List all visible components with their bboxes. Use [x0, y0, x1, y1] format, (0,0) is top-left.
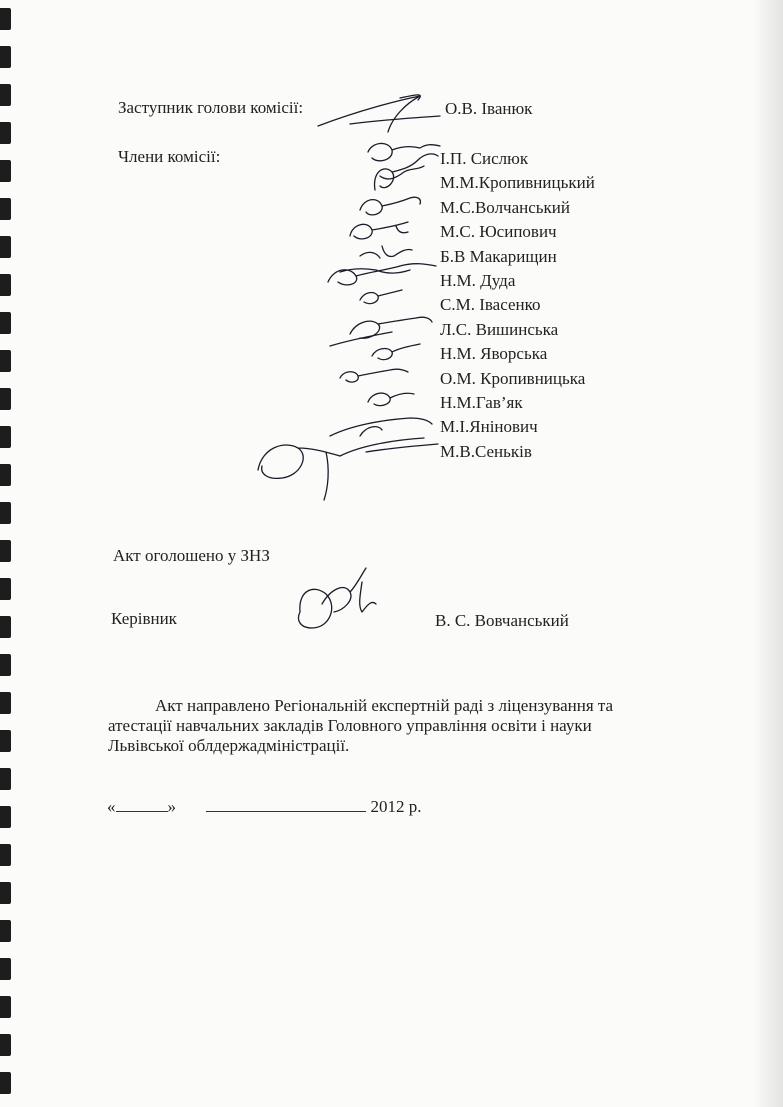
- date-line: [107, 797, 422, 817]
- member-name: М.І.Янінович: [440, 417, 538, 437]
- head-signature: [299, 568, 377, 628]
- page-edge-shadow: [753, 0, 783, 1107]
- date-open-quote: «: [107, 797, 116, 816]
- day-blank: [116, 797, 168, 812]
- paragraph-line: Акт направлено Регіональній експертній раді з ліцензування та: [155, 696, 614, 715]
- members-list: [440, 147, 595, 464]
- member-name: М.С. Юсипович: [440, 222, 557, 242]
- paragraph-line: Львівської облдержадміністрації.: [108, 736, 350, 755]
- deputy-name: О.В. Іванюк: [445, 99, 533, 118]
- members-label: Члени комісії:: [118, 147, 221, 166]
- date-close-quote: »: [167, 797, 176, 816]
- member-name: М.В.Сеньків: [440, 441, 532, 461]
- deputy-label: Заступник голови комісії:: [118, 98, 304, 117]
- member-name: М.М.Кропивницький: [440, 173, 595, 193]
- member-name: Н.М. Яворська: [440, 344, 548, 364]
- act-sent-paragraph: [108, 696, 698, 756]
- member-name: Л.С. Вишинська: [440, 319, 559, 339]
- paragraph-line: атестації навчальних закладів Головного управління освіти і науки: [108, 716, 592, 735]
- member-name: Н.М. Дуда: [440, 270, 516, 290]
- head-label: Керівник: [111, 609, 177, 628]
- member-name: С.М. Івасенко: [440, 295, 541, 315]
- deputy-signature: [318, 95, 440, 132]
- member-name: І.П. Сислюк: [440, 149, 529, 168]
- month-blank: [206, 797, 366, 812]
- member-name: Б.В Макарищин: [440, 246, 557, 266]
- head-name: В. С. Вовчанський: [435, 611, 569, 630]
- binding-holes: [0, 0, 16, 1107]
- member-name: Н.М.Гав’як: [440, 392, 523, 412]
- announcement-text: Акт оголошено у ЗНЗ: [113, 546, 270, 565]
- member-signatures: [258, 143, 440, 500]
- member-name: О.М. Кропивницька: [440, 368, 586, 388]
- date-year: 2012 р.: [370, 797, 422, 816]
- member-name: М.С.Волчанський: [440, 197, 570, 217]
